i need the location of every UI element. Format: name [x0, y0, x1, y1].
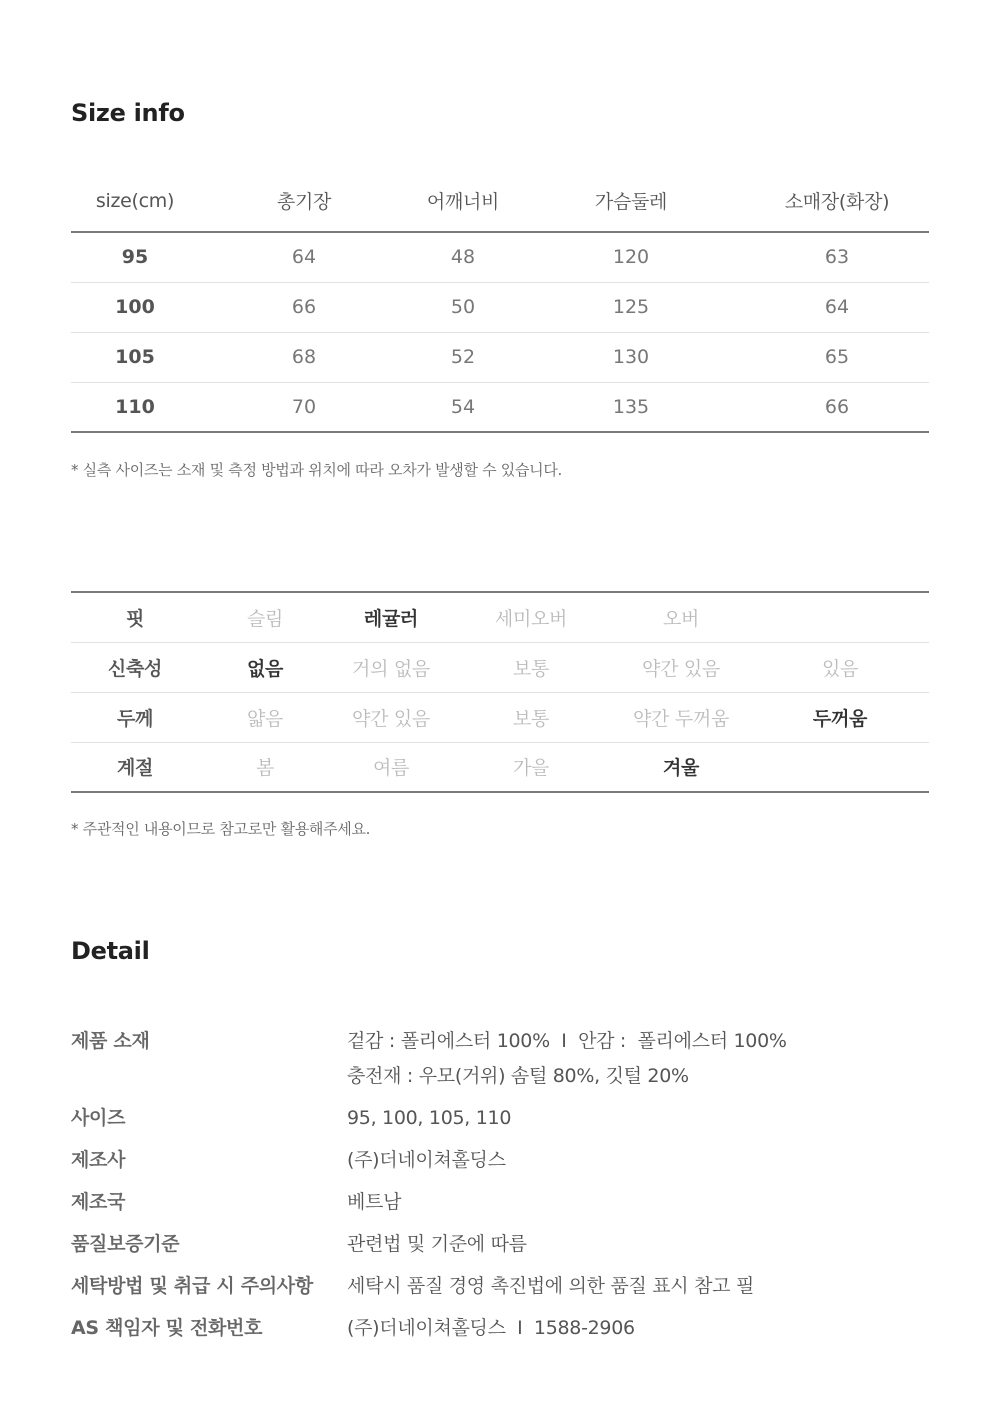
fit-option: 보통 — [451, 642, 611, 692]
detail-list — [71, 1024, 929, 1353]
detail-value-line: 95, 100, 105, 110 — [347, 1107, 512, 1129]
fit-option: 거의 없음 — [331, 642, 451, 692]
size-info-title: Size info — [71, 99, 185, 127]
fit-option-selected: 없음 — [199, 642, 331, 692]
cell-chest: 125 — [517, 282, 745, 332]
detail-value — [347, 1143, 506, 1178]
table-row — [71, 332, 929, 382]
cell-size: 110 — [71, 382, 199, 432]
detail-value-line: 관련법 및 기준에 따름 — [347, 1233, 527, 1255]
fit-row-stretch — [71, 642, 929, 692]
fit-option: 세미오버 — [451, 592, 611, 642]
cell-total-length: 70 — [199, 382, 409, 432]
detail-row — [71, 1024, 929, 1094]
fit-option: 여름 — [331, 742, 451, 792]
detail-title: Detail — [71, 937, 150, 965]
detail-label: 사이즈 — [71, 1107, 126, 1129]
table-row — [71, 232, 929, 282]
detail-value-line: 충전재 : 우모(거위) 솜털 80%, 깃털 20% — [347, 1065, 689, 1087]
fit-option-selected: 두꺼움 — [751, 692, 929, 742]
fit-option: 있음 — [751, 642, 929, 692]
cell-size: 105 — [71, 332, 199, 382]
cell-chest: 130 — [517, 332, 745, 382]
detail-row — [71, 1101, 929, 1136]
fit-option: 슬림 — [199, 592, 331, 642]
cell-total-length: 64 — [199, 232, 409, 282]
fit-row-thickness — [71, 692, 929, 742]
header-chest: 가슴둘레 — [517, 170, 745, 232]
detail-value-line: (주)더네이쳐홀딩스 I 1588-2906 — [347, 1317, 635, 1339]
detail-value — [347, 1227, 527, 1262]
cell-shoulder: 52 — [409, 332, 517, 382]
detail-label: 제조국 — [71, 1191, 126, 1213]
detail-row — [71, 1311, 929, 1346]
header-shoulder: 어깨너비 — [409, 170, 517, 232]
detail-value-line: 세탁시 품질 경영 촉진법에 의한 품질 표시 참고 필 — [347, 1275, 754, 1297]
detail-value-line: (주)더네이쳐홀딩스 — [347, 1149, 506, 1171]
detail-row — [71, 1269, 929, 1304]
cell-size: 95 — [71, 232, 199, 282]
fit-option-selected: 레귤러 — [331, 592, 451, 642]
cell-sleeve: 64 — [745, 282, 929, 332]
fit-option: 봄 — [199, 742, 331, 792]
header-sleeve: 소매장(화장) — [745, 170, 929, 232]
size-table — [71, 170, 929, 433]
cell-chest: 120 — [517, 232, 745, 282]
cell-shoulder: 50 — [409, 282, 517, 332]
cell-sleeve: 63 — [745, 232, 929, 282]
fit-option — [751, 592, 929, 642]
fit-option — [751, 742, 929, 792]
fit-row-label: 계절 — [71, 742, 199, 792]
table-row — [71, 382, 929, 432]
detail-row — [71, 1185, 929, 1220]
fit-row-label: 신축성 — [71, 642, 199, 692]
fit-note: * 주관적인 내용이므로 참고로만 활용해주세요. — [71, 820, 371, 838]
detail-value — [347, 1311, 635, 1346]
fit-option: 가을 — [451, 742, 611, 792]
detail-value — [347, 1024, 787, 1094]
detail-value — [347, 1101, 511, 1136]
detail-value-line: 베트남 — [347, 1191, 402, 1213]
detail-row — [71, 1143, 929, 1178]
fit-option: 오버 — [611, 592, 751, 642]
detail-label: AS 책임자 및 전화번호 — [71, 1317, 263, 1339]
fit-option: 약간 있음 — [331, 692, 451, 742]
header-size: size(cm) — [71, 170, 199, 232]
detail-value — [347, 1185, 401, 1220]
fit-option: 약간 있음 — [611, 642, 751, 692]
header-total-length: 총기장 — [199, 170, 409, 232]
detail-label: 제조사 — [71, 1149, 126, 1171]
fit-option: 약간 두꺼움 — [611, 692, 751, 742]
detail-label: 제품 소재 — [71, 1030, 150, 1052]
detail-label: 품질보증기준 — [71, 1233, 180, 1255]
detail-label: 세탁방법 및 취급 시 주의사항 — [71, 1275, 313, 1297]
cell-size: 100 — [71, 282, 199, 332]
cell-total-length: 66 — [199, 282, 409, 332]
cell-shoulder: 54 — [409, 382, 517, 432]
fit-table — [71, 591, 929, 793]
detail-row — [71, 1227, 929, 1262]
fit-row-season — [71, 742, 929, 792]
fit-row-label: 두께 — [71, 692, 199, 742]
cell-total-length: 68 — [199, 332, 409, 382]
size-table-header — [71, 170, 929, 232]
cell-sleeve: 66 — [745, 382, 929, 432]
fit-option-selected: 겨울 — [611, 742, 751, 792]
detail-value-line: 겉감 : 폴리에스터 100% I 안감 : 폴리에스터 100% — [347, 1030, 787, 1052]
cell-sleeve: 65 — [745, 332, 929, 382]
fit-option: 보통 — [451, 692, 611, 742]
fit-row-fit — [71, 592, 929, 642]
fit-row-label: 핏 — [71, 592, 199, 642]
fit-option: 얇음 — [199, 692, 331, 742]
cell-shoulder: 48 — [409, 232, 517, 282]
detail-value — [347, 1269, 754, 1304]
table-row — [71, 282, 929, 332]
cell-chest: 135 — [517, 382, 745, 432]
size-note: * 실측 사이즈는 소재 및 측정 방법과 위치에 따라 오차가 발생할 수 있습니다. — [71, 461, 562, 479]
